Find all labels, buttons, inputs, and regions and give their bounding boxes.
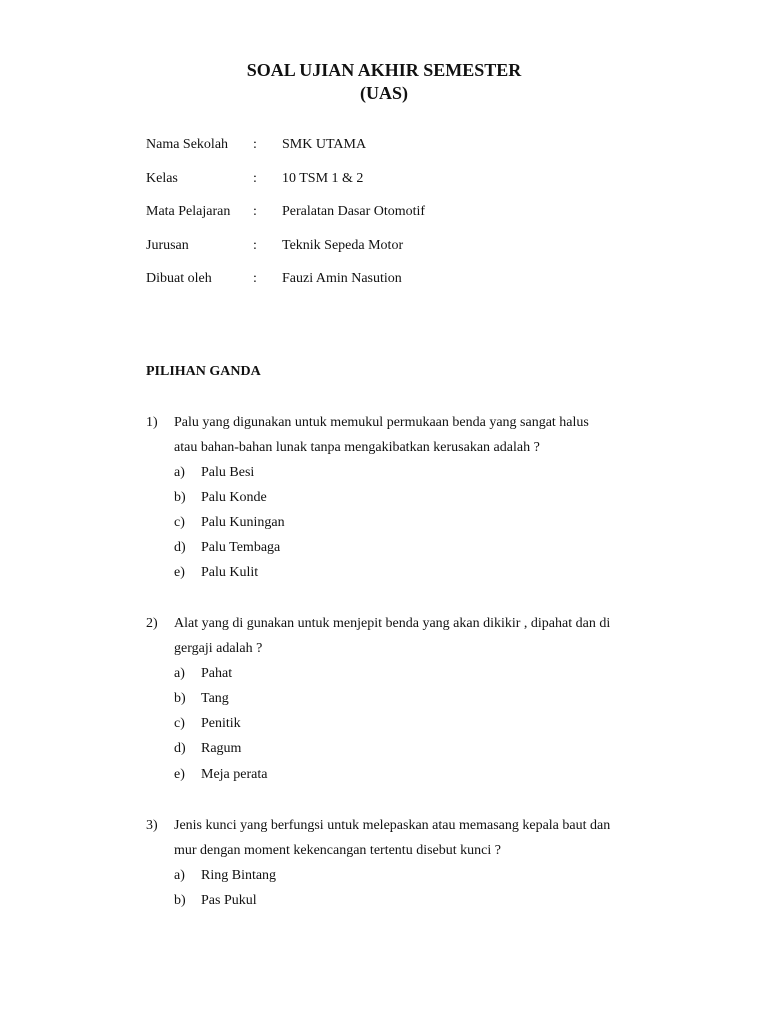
option-letter: b) bbox=[174, 893, 186, 908]
option-text: Ring Bintang bbox=[201, 868, 277, 883]
option-letter: d) bbox=[174, 540, 186, 555]
info-label: Kelas bbox=[146, 171, 178, 186]
option-text: Pas Pukul bbox=[201, 893, 257, 908]
option-text: Tang bbox=[201, 691, 229, 706]
option-letter: c) bbox=[174, 515, 185, 530]
option-text: Palu Kulit bbox=[201, 565, 259, 580]
info-colon: : bbox=[253, 171, 257, 186]
option-letter: d) bbox=[174, 741, 186, 756]
option-letter: c) bbox=[174, 716, 185, 731]
document-subtitle: (UAS) bbox=[360, 83, 408, 103]
info-value: Fauzi Amin Nasution bbox=[282, 271, 402, 286]
option-letter: a) bbox=[174, 666, 185, 681]
question-text-line: atau bahan-bahan lunak tanpa mengakibatkan kerusakan adalah ? bbox=[174, 440, 540, 455]
info-label: Dibuat oleh bbox=[146, 271, 212, 286]
option-letter: a) bbox=[174, 868, 185, 883]
info-colon: : bbox=[253, 204, 257, 219]
document-title: SOAL UJIAN AKHIR SEMESTER bbox=[246, 60, 522, 80]
info-value: Peralatan Dasar Otomotif bbox=[282, 204, 426, 219]
option-letter: a) bbox=[174, 465, 185, 480]
option-letter: e) bbox=[174, 565, 185, 580]
info-value: Teknik Sepeda Motor bbox=[282, 238, 404, 253]
question-number: 2) bbox=[146, 616, 158, 631]
option-text: Pahat bbox=[201, 666, 233, 681]
info-colon: : bbox=[253, 271, 257, 286]
info-colon: : bbox=[253, 238, 257, 253]
option-letter: b) bbox=[174, 490, 186, 505]
info-label: Jurusan bbox=[146, 238, 189, 253]
info-colon: : bbox=[253, 137, 257, 152]
info-label: Nama Sekolah bbox=[146, 137, 229, 152]
option-text: Meja perata bbox=[201, 767, 268, 782]
question-text-line: Jenis kunci yang berfungsi untuk melepaskan atau memasang kepala baut dan bbox=[174, 818, 611, 833]
info-value: 10 TSM 1 & 2 bbox=[282, 171, 364, 186]
question-text-line: gergaji adalah ? bbox=[174, 641, 263, 656]
option-text: Penitik bbox=[201, 716, 241, 731]
section-heading: PILIHAN GANDA bbox=[146, 364, 261, 379]
option-letter: b) bbox=[174, 691, 186, 706]
option-text: Palu Konde bbox=[201, 490, 267, 505]
question-number: 3) bbox=[146, 818, 158, 833]
option-text: Palu Besi bbox=[201, 465, 255, 480]
option-letter: e) bbox=[174, 767, 185, 782]
option-text: Palu Tembaga bbox=[201, 540, 281, 555]
info-value: SMK UTAMA bbox=[282, 137, 367, 152]
question-text-line: Alat yang di gunakan untuk menjepit benda yang akan dikikir , dipahat dan di bbox=[174, 616, 611, 631]
info-label: Mata Pelajaran bbox=[146, 204, 231, 219]
option-text: Palu Kuningan bbox=[201, 515, 285, 530]
option-text: Ragum bbox=[201, 741, 242, 756]
question-text-line: mur dengan moment kekencangan tertentu disebut kunci ? bbox=[174, 843, 501, 858]
question-text-line: Palu yang digunakan untuk memukul permukaan benda yang sangat halus bbox=[174, 415, 589, 430]
question-number: 1) bbox=[146, 415, 158, 430]
